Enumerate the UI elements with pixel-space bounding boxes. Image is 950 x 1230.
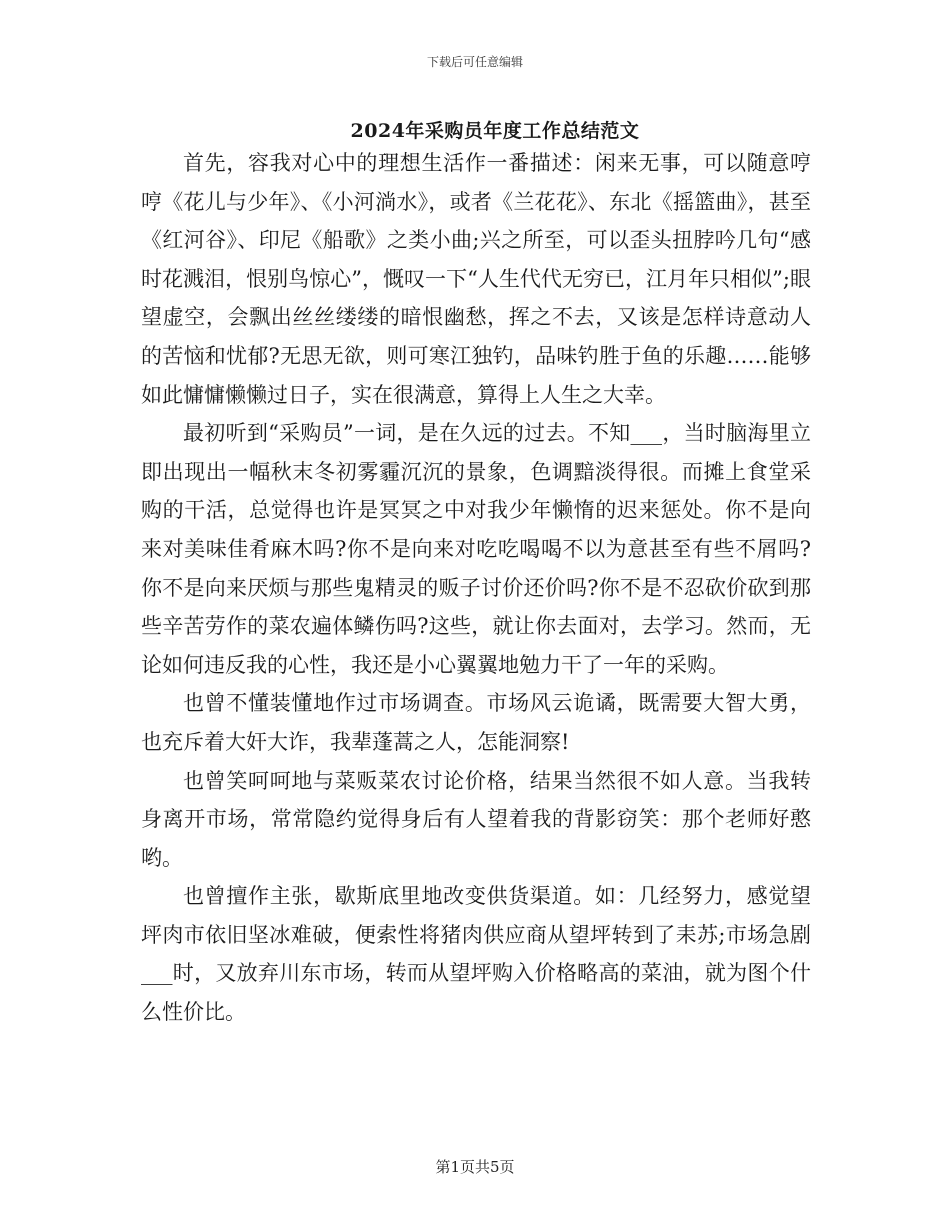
page-number-footer: 第1页共5页: [435, 1158, 515, 1176]
paragraph: 也曾擅作主张，歇斯底里地改变供货渠道。如：几经努力，感觉望坪肉市依旧坚冰难破，便索性将猪肉供应商从望坪转到了耒苏;市场急剧___时，又放弃川东市场，转而从望坪购入价格略高的菜油，就为图个什么性价比。: [141, 884, 811, 1025]
document-title: 2024年采购员年度工作总结范文: [350, 120, 640, 142]
paragraph: 首先，容我对心中的理想生活作一番描述：闲来无事，可以随意哼哼《花儿与少年》、《小河淌水》，或者《兰花花》、东北《摇篮曲》，甚至《红河谷》、印尼《船歌》之类小曲;兴之所至，可以歪头扭脖吟几句“感时花溅泪，恨别鸟惊心”，慨叹一下“人生代代无穷已，江月年只相似”;眼望虚空，会飘出丝丝缕缕的暗恨幽愁，挥之不去，又该是怎样诗意动人的苦恼和忧郁?无思无欲，则可寒江独钓，品味钓胜于鱼的乐趣……能够如此慵慵懒懒过日子，实在很满意，算得上人生之大幸。: [141, 151, 811, 407]
header-note: 下载后可任意编辑: [426, 55, 523, 69]
document-body: [141, 144, 811, 1032]
paragraph: 也曾笑呵呵地与菜贩菜农讨论价格，结果当然很不如人意。当我转身离开市场，常常隐约觉得身后有人望着我的背影窃笑：那个老师好憨哟。: [141, 768, 811, 870]
paragraph: 最初听到“采购员”一词，是在久远的过去。不知___，当时脑海里立即出现出一幅秋末冬初雾霾沉沉的景象，色调黯淡得很。而摊上食堂采购的干活，总觉得也许是冥冥之中对我少年懒惰的迟来惩处。你不是向来对美味佳肴麻木吗?你不是向来对吃吃喝喝不以为意甚至有些不屑吗?你不是向来厌烦与那些鬼精灵的贩子讨价还价吗?你不是不忍砍价砍到那些辛苦劳作的菜农遍体鳞伤吗?这些，就让你去面对，去学习。然而，无论如何违反我的心性，我还是小心翼翼地勉力干了一年的采购。: [141, 421, 811, 677]
paragraph: 也曾不懂装懂地作过市场调查。市场风云诡谲，既需要大智大勇，也充斥着大奸大诈，我辈蓬蒿之人，怎能洞察!: [141, 691, 811, 754]
